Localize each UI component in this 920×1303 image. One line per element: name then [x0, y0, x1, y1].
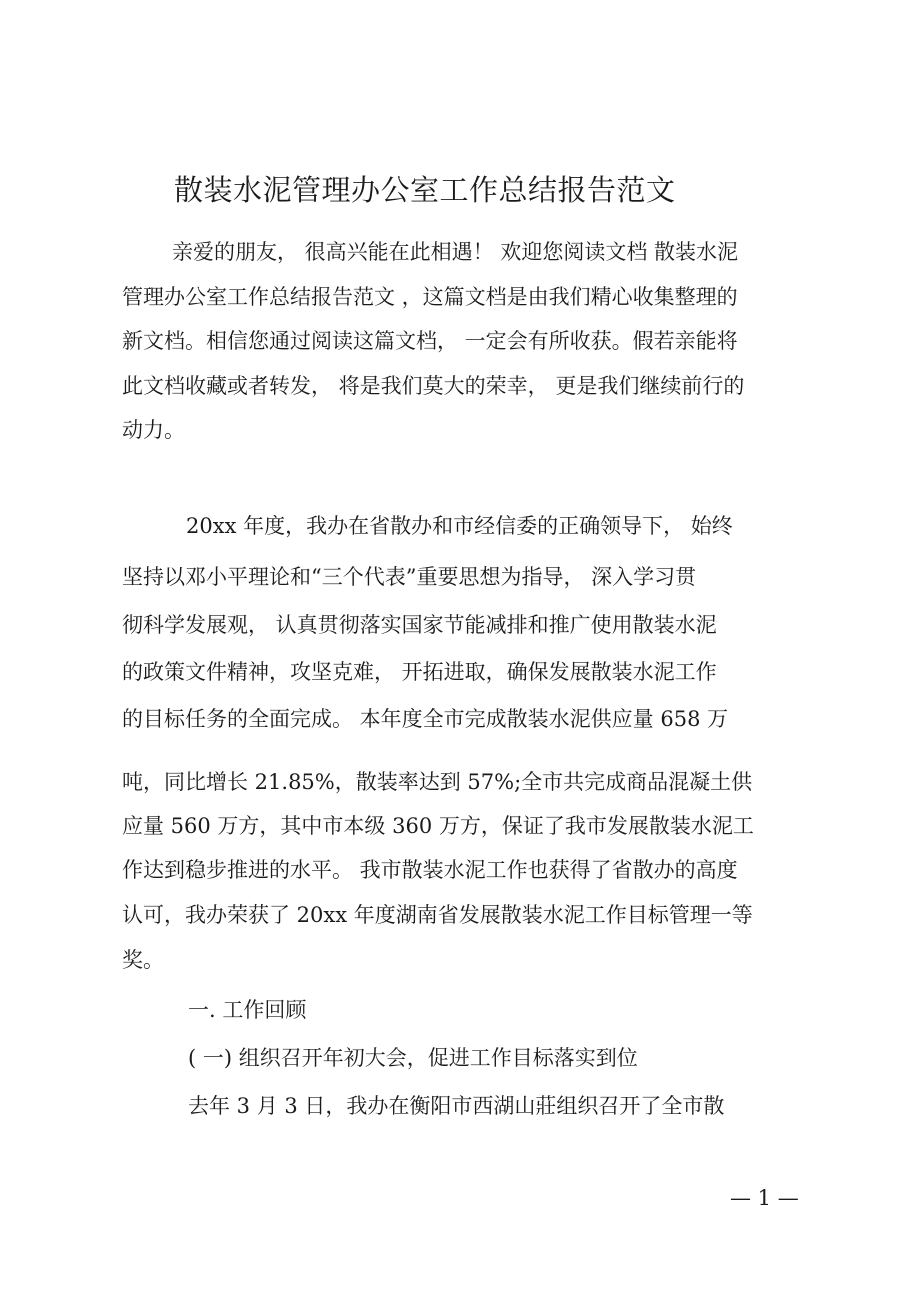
intro-line-1: 亲爱的朋友， 很高兴能在此相遇！ 欢迎您阅读文档 散装水泥 [172, 240, 739, 264]
body-line-1: 20xx 年度，我办在省散办和市经信委的正确领导下， 始终 [186, 514, 733, 538]
subsection-heading: ( 一) 组织召开年初大会，促进工作目标落实到位 [188, 1046, 638, 1070]
body-line-7: 应量 560 万方，其中市本级 360 万方，保证了我市发展散装水泥工 [122, 814, 754, 838]
document-title: 散装水泥管理办公室工作总结报告范文 [174, 173, 676, 207]
body-line-9: 认可，我办荣获了 20xx 年度湖南省发展散装水泥工作目标管理一等 [122, 903, 753, 927]
body-line-2: 坚持以邓小平理论和“三个代表”重要思想为指导， 深入学习贯 [122, 565, 697, 589]
body-line-last: 去年 3 月 3 日，我办在衡阳市西湖山莊组织召开了全市散 [188, 1094, 725, 1118]
body-line-10: 奖。 [122, 948, 164, 972]
page-number: — 1 — [730, 1186, 799, 1210]
body-line-8: 作达到稳步推进的水平。 我市散装水泥工作也获得了省散办的高度 [122, 858, 738, 882]
intro-line-2: 管理办公室工作总结报告范文 ，这篇文档是由我们精心收集整理的 [122, 285, 738, 309]
body-line-4: 的政策文件精神，攻坚克难， 开拓进取，确保发展散装水泥工作 [122, 660, 717, 684]
section-heading: 一. 工作回顾 [188, 998, 307, 1022]
body-line-6: 吨，同比增长 21.85%，散装率达到 57%;全市共完成商品混凝土供 [122, 770, 753, 794]
body-line-5: 的目标任务的全面完成。 本年度全市完成散装水泥供应量 658 万 [122, 707, 729, 731]
body-line-3: 彻科学发展观， 认真贯彻落实国家节能减排和推广使用散装水泥 [122, 613, 717, 637]
intro-line-5: 动力。 [122, 418, 185, 442]
intro-line-3: 新文档。相信您通过阅读这篇文档， 一定会有所收获。假若亲能将 [122, 329, 738, 353]
intro-line-4: 此文档收藏或者转发， 将是我们莫大的荣幸， 更是我们继续前行的 [122, 374, 745, 398]
